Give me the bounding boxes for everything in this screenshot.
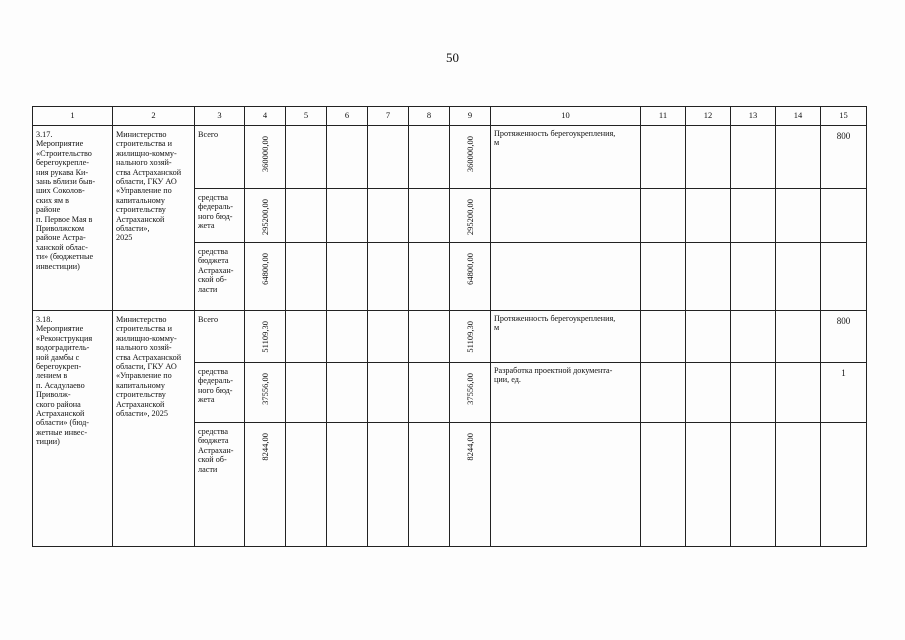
empty-cell	[409, 423, 450, 547]
empty-cell	[776, 423, 821, 547]
header-cell: 9	[450, 107, 491, 126]
cell-line: 3.17.	[36, 130, 53, 139]
cell-line: Министерство	[116, 315, 167, 324]
header-cell: 15	[821, 107, 867, 126]
empty-cell	[409, 243, 450, 311]
empty-cell	[409, 126, 450, 189]
funding-source-cell	[195, 363, 245, 423]
table-row	[33, 311, 867, 363]
empty-cell	[286, 126, 327, 189]
header-cell: 12	[686, 107, 731, 126]
cell-line: бюджета	[198, 436, 229, 446]
empty-cell	[686, 311, 731, 363]
table-row	[33, 126, 867, 189]
empty-cell	[776, 363, 821, 423]
empty-cell	[286, 243, 327, 311]
cell-line: нального хозяй-	[116, 343, 172, 353]
empty-cell	[368, 243, 409, 311]
cell-line: Протяженность берегоукрепления,	[494, 314, 616, 323]
cell-line: Разработка проектной документа-	[494, 366, 613, 375]
amount-value: 37556,00	[260, 373, 270, 405]
funding-source-cell	[195, 311, 245, 363]
budget-table	[32, 106, 867, 547]
cell-line: строительству	[116, 390, 166, 400]
cell-line: жета	[198, 395, 215, 405]
cell-line: Всего	[198, 315, 219, 324]
indicator-value: 1	[841, 368, 846, 378]
cell-line: Астраханской	[116, 214, 165, 224]
empty-cell	[409, 363, 450, 423]
cell-line: ти» (бюджетные	[36, 252, 94, 262]
indicator-value-cell	[821, 243, 867, 311]
empty-cell	[327, 363, 368, 423]
total-amount-cell	[450, 189, 491, 243]
amount-cell	[245, 363, 286, 423]
indicator-cell	[491, 126, 641, 189]
cell-line: строительству	[116, 205, 166, 215]
funding-source-cell	[195, 243, 245, 311]
amount-value: 295200,00	[260, 199, 270, 236]
cell-line: ства Астраханской	[116, 352, 182, 362]
cell-line: ших Соколов-	[36, 186, 85, 196]
total-amount-value: 8244,00	[465, 433, 475, 461]
cell-line: Астраханской	[36, 409, 85, 419]
header-cell: 3	[195, 107, 245, 126]
empty-cell	[776, 126, 821, 189]
total-amount-value: 295200,00	[465, 199, 475, 236]
measure-name-cell	[33, 311, 113, 547]
amount-value: 8244,00	[260, 433, 270, 461]
cell-line: ханской облас-	[36, 242, 88, 252]
amount-cell	[245, 189, 286, 243]
empty-cell	[327, 423, 368, 547]
cell-line: м	[494, 138, 500, 148]
indicator-value-cell	[821, 363, 867, 423]
total-amount-value: 51109,30	[465, 321, 475, 353]
funding-source-cell	[195, 189, 245, 243]
cell-line: жилищно-комму-	[116, 333, 177, 343]
indicator-value	[821, 423, 866, 429]
amount-value: 360000,00	[260, 136, 270, 173]
indicator-value	[821, 189, 866, 195]
cell-line: «Строительство	[36, 148, 92, 158]
cell-line: жетные инвес-	[36, 427, 88, 437]
cell-line: «Управление по	[116, 186, 172, 196]
empty-cell	[286, 189, 327, 243]
empty-cell	[327, 311, 368, 363]
cell-line: берегоукреп-	[36, 362, 82, 372]
empty-cell	[641, 363, 686, 423]
cell-line: ства Астраханской	[116, 167, 182, 177]
empty-cell	[409, 189, 450, 243]
cell-line: ской об-	[198, 455, 227, 465]
empty-cell	[686, 363, 731, 423]
empty-cell	[731, 363, 776, 423]
header-cell: 5	[286, 107, 327, 126]
cell-line: области» (бюд-	[36, 418, 89, 428]
amount-cell	[245, 243, 286, 311]
cell-line: области»,	[116, 224, 150, 234]
total-amount-cell	[450, 423, 491, 547]
indicator-value: 800	[836, 316, 851, 326]
total-amount-value: 37556,00	[465, 373, 475, 405]
header-cell: 14	[776, 107, 821, 126]
cell-line: лением в	[36, 371, 68, 381]
cell-line: Министерство	[116, 130, 167, 139]
empty-cell	[327, 243, 368, 311]
cell-line: тиции)	[36, 437, 60, 447]
empty-cell	[641, 311, 686, 363]
cell-line: средства	[198, 367, 229, 376]
cell-line: федераль-	[198, 376, 233, 386]
cell-line: Всего	[198, 130, 219, 139]
cell-line: м	[494, 323, 500, 333]
cell-line: п. Первое Мая в	[36, 214, 93, 224]
cell-line: Астрахан-	[198, 445, 234, 455]
header-cell: 4	[245, 107, 286, 126]
cell-line: водоградитель-	[36, 343, 90, 353]
cell-line: Мероприятие	[36, 139, 84, 149]
indicator-cell	[491, 423, 641, 547]
cell-line: Мероприятие	[36, 324, 84, 334]
indicator-cell	[491, 189, 641, 243]
cell-line: области, ГКУ АО	[116, 177, 177, 187]
indicator-value: 800	[836, 131, 851, 141]
total-amount-cell	[450, 311, 491, 363]
cell-line: инвестиции)	[36, 261, 80, 271]
cell-line: жета	[198, 221, 215, 231]
executor-cell	[113, 311, 195, 547]
cell-line: «Управление по	[116, 371, 172, 381]
indicator-cell	[491, 363, 641, 423]
empty-cell	[731, 189, 776, 243]
empty-cell	[368, 423, 409, 547]
empty-cell	[686, 423, 731, 547]
cell-line: бюджета	[198, 256, 229, 266]
executor-cell	[113, 126, 195, 311]
indicator-value-cell	[821, 423, 867, 547]
cell-line: ния рукава Ки-	[36, 167, 89, 177]
measure-name-cell	[33, 126, 113, 311]
empty-cell	[327, 189, 368, 243]
empty-cell	[286, 311, 327, 363]
header-cell: 1	[33, 107, 113, 126]
cell-line: ского района	[36, 399, 81, 409]
empty-cell	[731, 126, 776, 189]
indicator-value	[821, 243, 866, 249]
cell-line: районе Астра-	[36, 233, 86, 243]
cell-line: п. Асадулаево	[36, 380, 85, 390]
cell-line: строительства и	[116, 139, 172, 149]
cell-line: средства	[198, 427, 229, 436]
cell-line: Астраханской	[116, 399, 165, 409]
header-cell: 7	[368, 107, 409, 126]
header-cell: 11	[641, 107, 686, 126]
cell-line: жилищно-комму-	[116, 148, 177, 158]
indicator-value-cell	[821, 311, 867, 363]
cell-line: районе	[36, 205, 61, 215]
empty-cell	[368, 126, 409, 189]
header-cell: 2	[113, 107, 195, 126]
cell-line: ной дамбы с	[36, 352, 80, 362]
funding-source-cell	[195, 423, 245, 547]
cell-line: 2025	[116, 233, 133, 243]
empty-cell	[776, 311, 821, 363]
cell-line: ного бюд-	[198, 385, 233, 395]
empty-cell	[686, 126, 731, 189]
empty-cell	[731, 311, 776, 363]
empty-cell	[731, 243, 776, 311]
indicator-value-cell	[821, 189, 867, 243]
empty-cell	[368, 363, 409, 423]
empty-cell	[641, 126, 686, 189]
empty-cell	[286, 423, 327, 547]
indicator-cell	[491, 311, 641, 363]
amount-value: 64800,00	[260, 253, 270, 285]
empty-cell	[686, 243, 731, 311]
cell-line: строительства и	[116, 324, 172, 334]
empty-cell	[327, 126, 368, 189]
empty-cell	[686, 189, 731, 243]
empty-cell	[776, 243, 821, 311]
cell-line: нального хозяй-	[116, 158, 172, 168]
empty-cell	[731, 423, 776, 547]
page-number: 50	[446, 50, 459, 65]
cell-line: Приволжском	[36, 224, 85, 234]
cell-line: капитальному	[116, 195, 165, 205]
cell-line: средства	[198, 247, 229, 256]
empty-cell	[641, 243, 686, 311]
indicator-value-cell	[821, 126, 867, 189]
total-amount-value: 360000,00	[465, 136, 475, 173]
cell-line: федераль-	[198, 202, 233, 212]
amount-value: 51109,30	[260, 321, 270, 353]
total-amount-value: 64800,00	[465, 253, 475, 285]
indicator-cell	[491, 243, 641, 311]
cell-line: 3.18.	[36, 315, 53, 324]
table-header-row	[33, 107, 867, 126]
header-cell: 13	[731, 107, 776, 126]
cell-line: берегоукрепле-	[36, 158, 89, 168]
cell-line: ласти	[198, 284, 218, 294]
cell-line: средства	[198, 193, 229, 202]
amount-cell	[245, 126, 286, 189]
empty-cell	[368, 311, 409, 363]
cell-line: Астрахан-	[198, 265, 234, 275]
amount-cell	[245, 423, 286, 547]
header-cell: 8	[409, 107, 450, 126]
header-cell: 10	[491, 107, 641, 126]
cell-line: ласти	[198, 464, 218, 474]
amount-cell	[245, 311, 286, 363]
empty-cell	[641, 189, 686, 243]
cell-line: ских ям в	[36, 195, 69, 205]
header-cell: 6	[327, 107, 368, 126]
cell-line: зань вблизи быв-	[36, 177, 96, 187]
cell-line: капитальному	[116, 380, 165, 390]
total-amount-cell	[450, 126, 491, 189]
empty-cell	[286, 363, 327, 423]
total-amount-cell	[450, 243, 491, 311]
empty-cell	[776, 189, 821, 243]
funding-source-cell	[195, 126, 245, 189]
cell-line: ской об-	[198, 275, 227, 285]
cell-line: Приволж-	[36, 390, 71, 400]
empty-cell	[641, 423, 686, 547]
cell-line: области», 2025	[116, 409, 168, 419]
cell-line: «Реконструкция	[36, 333, 93, 343]
cell-line: ного бюд-	[198, 211, 233, 221]
empty-cell	[409, 311, 450, 363]
cell-line: Протяженность берегоукрепления,	[494, 129, 616, 138]
empty-cell	[368, 189, 409, 243]
cell-line: области, ГКУ АО	[116, 362, 177, 372]
total-amount-cell	[450, 363, 491, 423]
cell-line: ции, ед.	[494, 375, 521, 385]
